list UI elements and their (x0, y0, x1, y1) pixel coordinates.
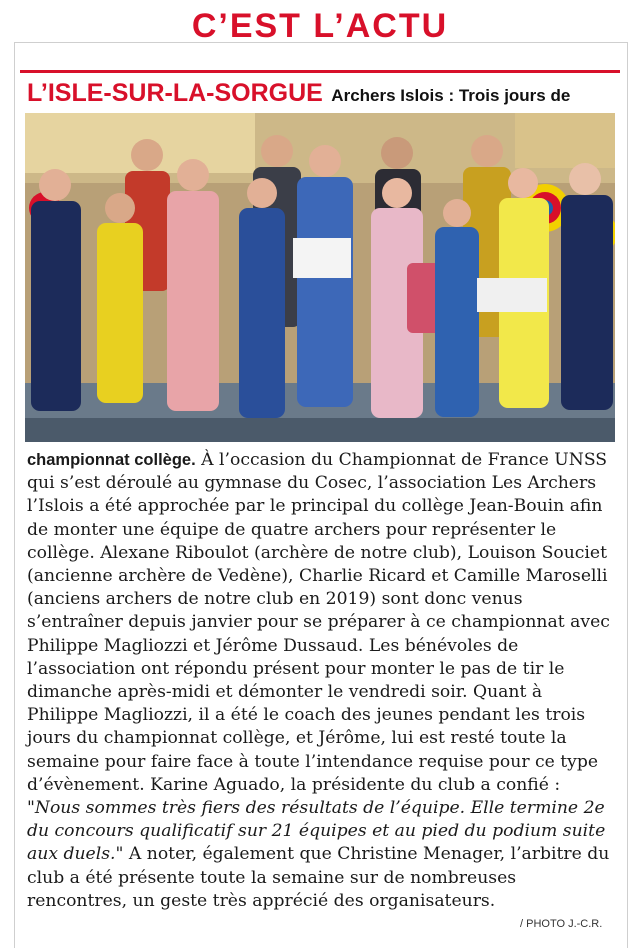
headline-place: L’ISLE-SUR-LA-SORGUE (27, 79, 323, 107)
section-title: C’EST L’ACTU (191, 7, 449, 45)
group-photo-icon (25, 113, 615, 442)
article-body (27, 449, 617, 913)
article-headline (27, 76, 627, 114)
article-quote: "Nous sommes très fiers des résultats de l’équipe. Elle termine 2e du concours qualificatif sur 21 équipes et au pied du podium suite aux duels." (27, 798, 606, 865)
article-lead: championnat collège. (27, 451, 196, 469)
photo-credit: / PHOTO J.-C.R. (520, 918, 603, 930)
article-text-part2: A noter, également que Christine Menager, l’arbitre du club a été présente toute la semaine sur de nombreuses rencontres, un geste très apprécié des organisateurs. (27, 844, 610, 911)
headline-title: Archers Islois : Trois jours de (331, 86, 571, 105)
red-divider (20, 70, 620, 73)
group-photo (25, 113, 615, 442)
article-text-part1: À l’occasion du Championnat de France UNSS qui s’est déroulé au gymnase du Cosec, l’association Les Archers l’Islois a été approchée par le principal du collège Jean-Bouin afin de monter une équipe de quatre archers pour représenter le collège. Alexane Riboulot (archère de notre club), Louison Souciet (ancienne archère de Vedène), Charlie Ricard et Camille Maroselli (anciens archers de notre club en 2019) sont donc venus s’entraîner depuis janvier pour se préparer à ce championnat avec Philippe Magliozzi et Jérôme Dussaud. Les bénévoles de l’association ont répondu présent pour monter le pas de tir le dimanche après-midi et démonter le vendredi soir. Quant à Philippe Magliozzi, il a été le coach des jeunes pendant les trois jours du championnat collège, et Jérôme, lui est resté toute la semaine pour faire face à toute l’intendance requise pour ce type d’évènement. Karine Aguado, la présidente du club a confié : (27, 450, 610, 795)
